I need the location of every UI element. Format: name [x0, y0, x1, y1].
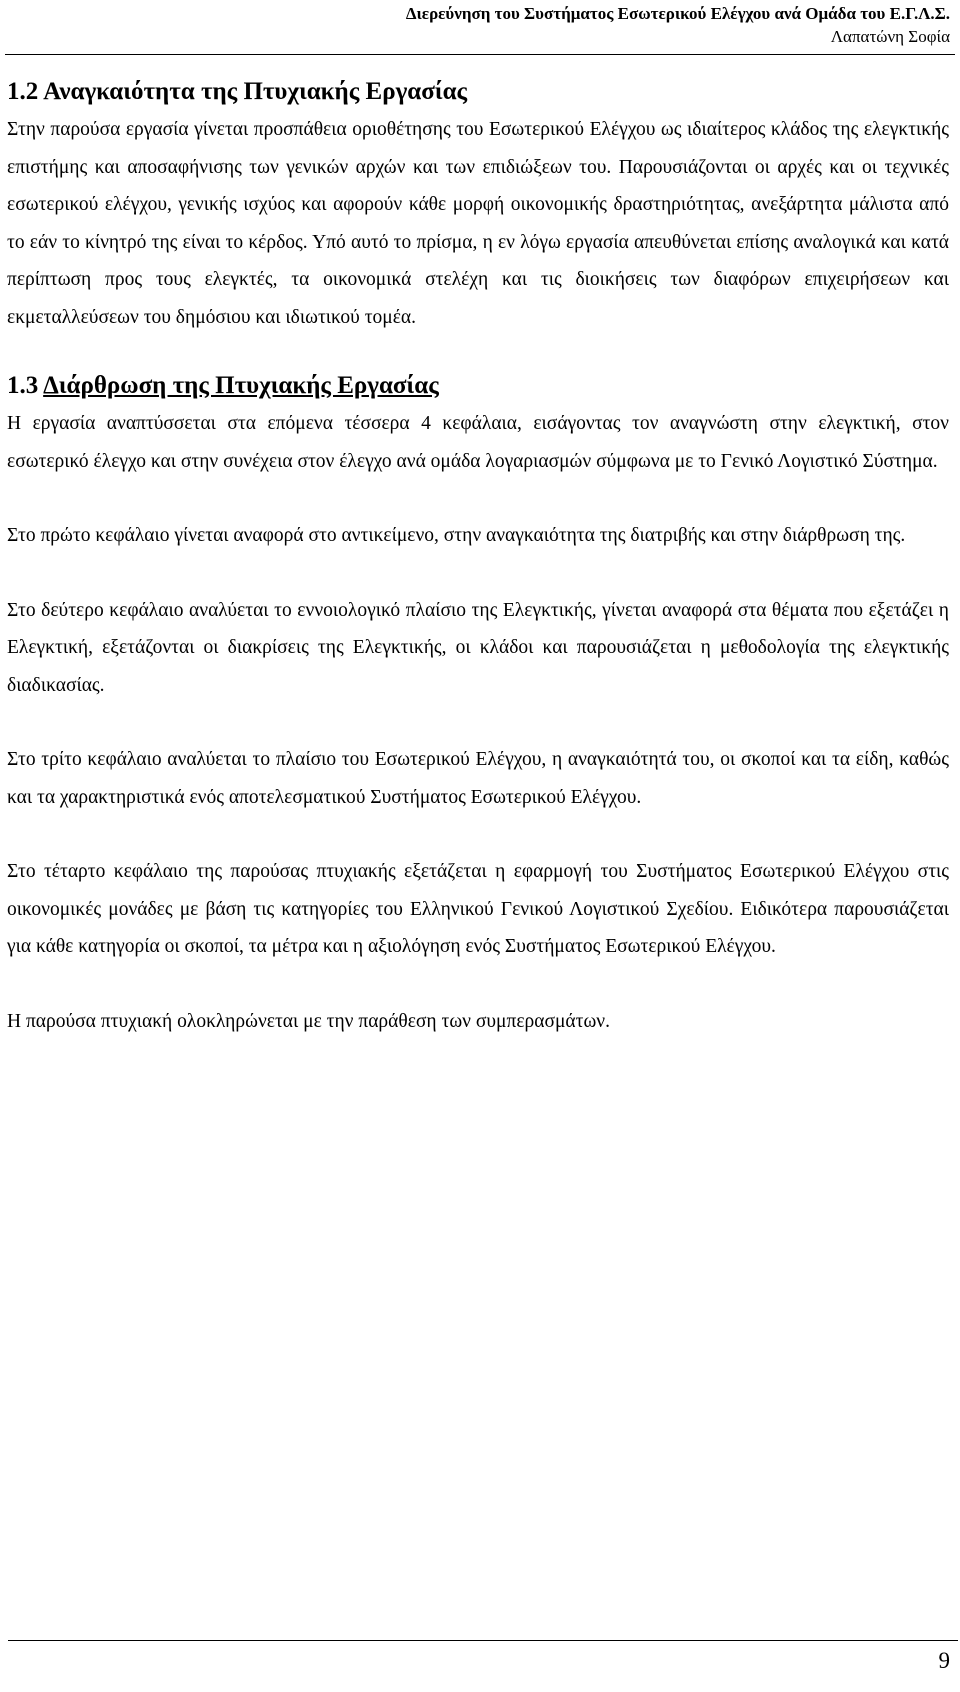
page-body: [7, 73, 949, 1040]
spacer: [7, 555, 949, 592]
footer-divider: [8, 1640, 958, 1641]
spacer: [7, 816, 949, 853]
header-author: Λαπατώνη Σοφία: [830, 27, 950, 46]
spacer: [7, 704, 949, 741]
section-heading-1-3: [7, 367, 949, 405]
spacer: [7, 966, 949, 1003]
paragraph-chapter-1: Στο πρώτο κεφάλαιο γίνεται αναφορά στο αντικείμενο, στην αναγκαιότητα της διατριβής και στην διάρθρωση της.: [7, 525, 906, 546]
section-heading-1-2: 1.2 Αναγκαιότητα της Πτυχιακής Εργασίας: [7, 78, 468, 105]
paragraph-structure-intro: Η εργασία αναπτύσσεται στα επόμενα τέσσερα 4 κεφάλαια, εισάγοντας τον αναγνώστη στην ελεγκτική, στον εσωτερικό έλεγχο και στην συνέχεια στον έλεγχο ανά ομάδα λογαριασμών σύμφωνα με το Γενικό Λογιστικό Σύστημα.: [7, 413, 949, 472]
section-number: 1.3: [7, 372, 44, 399]
section-title: Διάρθρωση της Πτυχιακής Εργασίας: [43, 372, 439, 399]
paragraph-conclusion: Η παρούσα πτυχιακή ολοκληρώνεται με την παράθεση των συμπερασμάτων.: [7, 1010, 610, 1032]
page-header: [10, 2, 950, 48]
page-number: 9: [938, 1648, 950, 1673]
spacer: [7, 480, 949, 517]
header-divider: [5, 54, 955, 55]
header-title: Διερεύνηση του Συστήματος Εσωτερικού Ελέγχου ανά Ομάδα του Ε.Γ.Λ.Σ.: [405, 4, 950, 23]
paragraph-chapter-4: Στο τέταρτο κεφάλαιο της παρούσας πτυχιακής εξετάζεται η εφαρμογή του Συστήματος Εσωτερικού Ελέγχου στις οικονομικές μονάδες με βάση τις κατηγορίες του Ελληνικού Γενικού Λογιστικού Σχεδίου. Ειδικότερα παρουσιάζεται για κάθε κατηγορία οι σκοποί, τα μέτρα και η αξιολόγηση ενός Συστήματος Εσωτερικού Ελέγχου.: [7, 861, 949, 957]
paragraph-necessity: Στην παρούσα εργασία γίνεται προσπάθεια οριοθέτησης του Εσωτερικού Ελέγχου ως ιδιαίτερος κλάδος της ελεγκτικής επιστήμης και αποσαφήνισης των γενικών αρχών και των επιδιώξεων του. Παρουσιάζονται οι αρχές και οι τεχνικές εσωτερικού ελέγχου, γενικής ισχύος και αφορούν κάθε μορφή οικονομικής δραστηριότητας, ανεξάρτητα μάλιστα από το εάν το κίνητρό της είναι το κέρδος. Υπό αυτό το πρίσμα, η εν λόγω εργασία απευθύνεται επίσης αναλογικά και κατά περίπτωση προς τους ελεγκτές, τα οικονομικά στελέχη και τις διοικήσεις των διαφόρων επιχειρήσεων και εκμεταλλεύσεων του δημόσιου και ιδιωτικού τομέα.: [7, 119, 949, 328]
paragraph-chapter-3: Στο τρίτο κεφάλαιο αναλύεται το πλαίσιο του Εσωτερικού Ελέγχου, η αναγκαιότητά του, οι σκοποί και τα είδη, καθώς και τα χαρακτηριστικά ενός αποτελεσματικού Συστήματος Εσωτερικού Ελέγχου.: [7, 749, 949, 808]
spacer: [7, 336, 949, 367]
paragraph-chapter-2: Στο δεύτερο κεφάλαιο αναλύεται το εννοιολογικό πλαίσιο της Ελεγκτικής, γίνεται αναφορά στα θέματα που εξετάζει η Ελεγκτική, εξετάζονται οι διακρίσεις της Ελεγκτικής, οι κλάδοι και παρουσιάζεται η μεθοδολογία της ελεγκτικής διαδικασίας.: [7, 599, 949, 696]
